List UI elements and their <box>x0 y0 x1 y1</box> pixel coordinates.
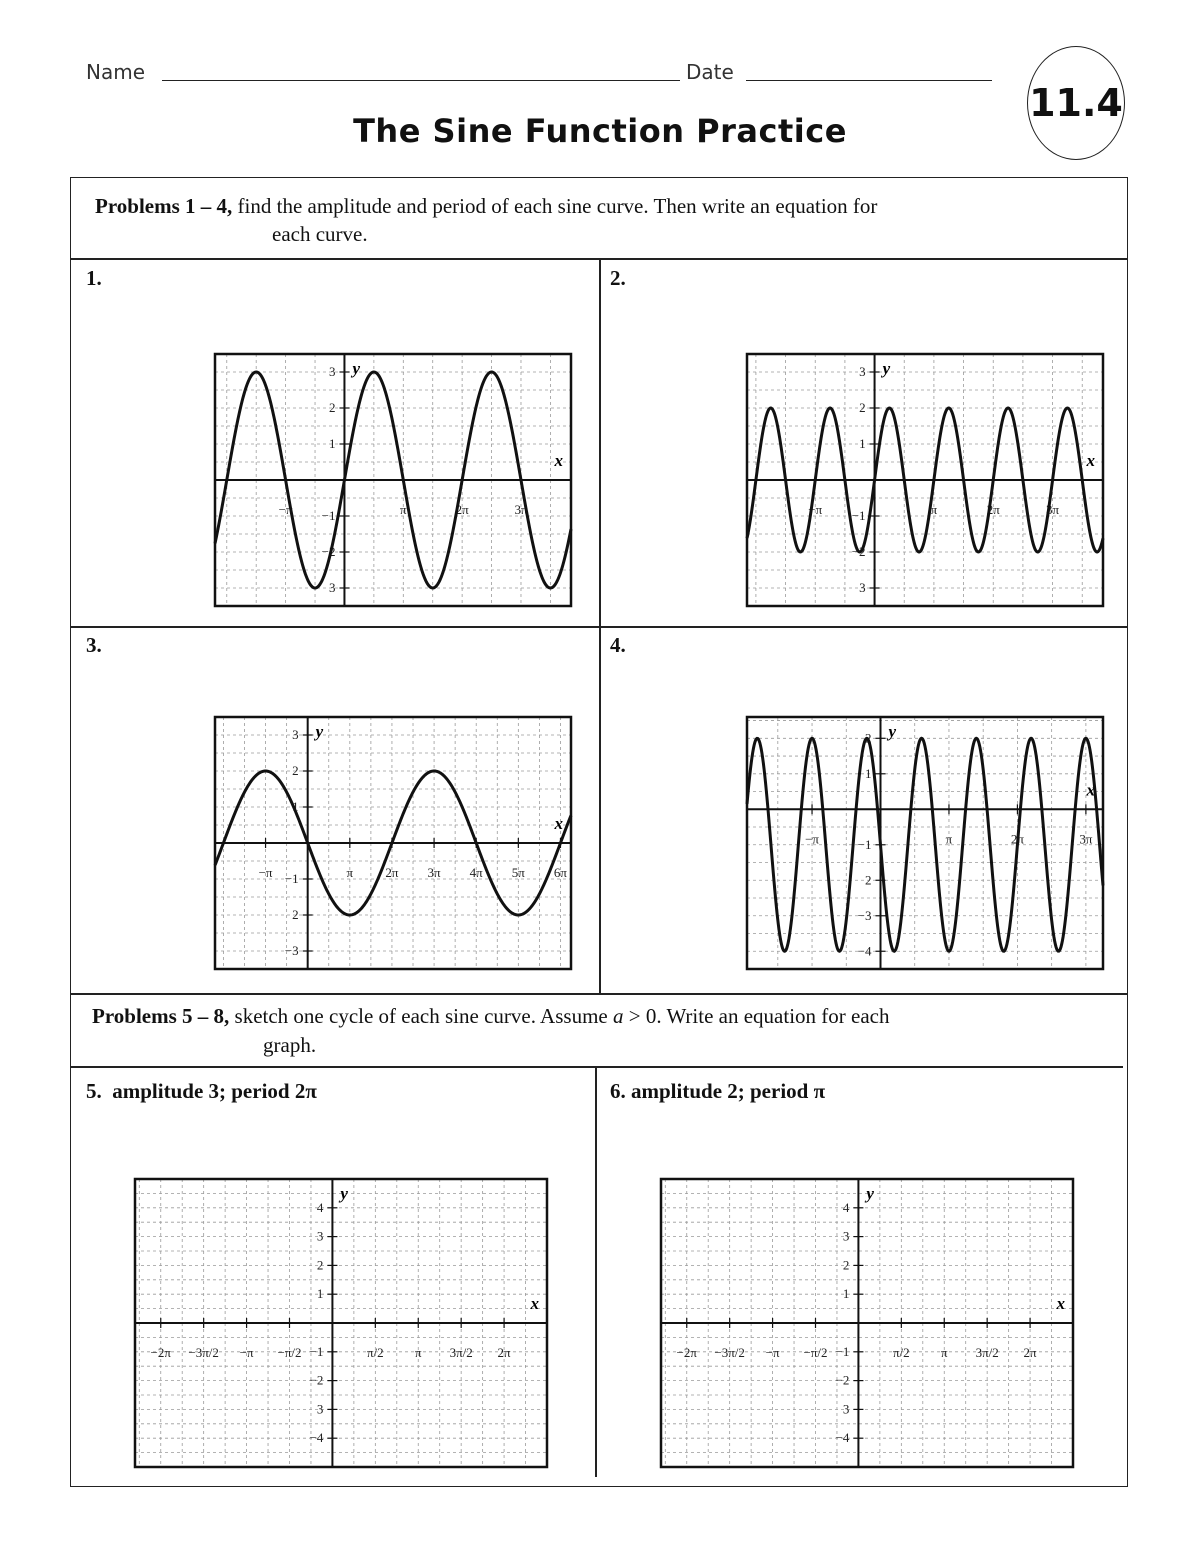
problem-5 <box>86 1079 317 1104</box>
y-tick-label: 2 <box>859 400 866 415</box>
problem-2-number: 2. <box>610 266 626 290</box>
y-tick-label: 3 <box>328 364 336 379</box>
y-tick-label: −3 <box>857 907 872 923</box>
y-tick-label: 1 <box>328 436 336 451</box>
y-tick-label: −2 <box>835 1372 850 1388</box>
x-tick-label: 3π <box>514 502 528 517</box>
y-tick-label: −3 <box>284 943 299 958</box>
y-tick-label: −1 <box>851 508 866 523</box>
y-tick-label: 3 <box>859 580 866 595</box>
x-tick-label: π <box>414 1345 422 1360</box>
problem-6-number: 6. <box>610 1079 626 1103</box>
x-tick-label: π <box>940 1345 948 1360</box>
graph-problem-1 <box>215 354 571 606</box>
x-tick-label: 2π <box>497 1345 511 1360</box>
y-axis-label: y <box>888 722 897 741</box>
x-tick-label: π/2 <box>366 1345 384 1360</box>
y-tick-label: 1 <box>859 436 866 451</box>
graph-problem-4 <box>747 717 1103 969</box>
y-tick-label: 2 <box>842 1257 850 1273</box>
y-tick-label: 2 <box>292 763 299 778</box>
x-tick-label: −π <box>805 831 819 847</box>
x-axis-label: x <box>530 1294 539 1313</box>
y-tick-label: 3 <box>842 1401 850 1417</box>
y-axis-label: y <box>866 1184 874 1203</box>
x-tick-label: 3π/2 <box>975 1345 999 1360</box>
x-axis-label: x <box>554 451 563 470</box>
instructions-text: find the amplitude and period of each sine curve. Then write an equation for <box>237 194 878 218</box>
y-tick-label: −4 <box>309 1430 324 1446</box>
instructions2-lead: Problems 5 – 8, <box>92 1004 230 1028</box>
x-tick-label: 2π <box>1023 1345 1037 1360</box>
x-tick-label: −2π <box>676 1345 697 1360</box>
x-axis-label: x <box>554 814 563 833</box>
x-tick-label: 3π <box>1079 831 1093 847</box>
y-tick-label: 2 <box>292 907 299 922</box>
x-tick-label: −3π/2 <box>188 1345 219 1360</box>
instructions2-text-line2: graph. <box>263 1033 317 1057</box>
x-tick-label: π <box>930 502 938 517</box>
x-tick-label: 6π <box>553 865 568 880</box>
instructions2-text-b: > 0. Write an equation for each <box>628 1004 890 1028</box>
x-tick-label: 5π <box>511 865 525 880</box>
graph-problem-3 <box>215 717 571 969</box>
date-label: Date <box>686 60 734 84</box>
x-axis-label: x <box>1056 1294 1065 1313</box>
y-tick-label: −1 <box>309 1343 324 1359</box>
instructions-problems-1-4 <box>95 192 1105 220</box>
y-tick-label: 3 <box>316 1228 324 1244</box>
section-badge: 11.4 <box>1027 46 1125 160</box>
x-tick-label: −π/2 <box>277 1345 302 1360</box>
y-axis-label: y <box>315 722 324 741</box>
y-tick-label: 2 <box>328 400 336 415</box>
problem-6-text: amplitude 2; period π <box>631 1079 826 1103</box>
problem-5-number: 5. <box>86 1079 102 1103</box>
x-tick-label: −2π <box>150 1345 171 1360</box>
y-tick-label: 1 <box>292 799 299 814</box>
y-tick-label: −1 <box>835 1343 850 1359</box>
y-tick-label: 3 <box>292 727 299 742</box>
x-tick-label: π <box>400 502 407 517</box>
x-tick-label: 2π <box>1010 831 1024 847</box>
y-tick-label: 2 <box>865 730 872 746</box>
y-tick-label: −2 <box>309 1372 324 1388</box>
y-tick-label: −2 <box>851 544 866 559</box>
x-tick-label: −π <box>765 1345 780 1360</box>
y-tick-label: 1 <box>316 1286 324 1302</box>
x-tick-label: −π/2 <box>803 1345 828 1360</box>
y-tick-label: 3 <box>316 1401 324 1417</box>
y-tick-label: 1 <box>865 765 872 781</box>
y-axis-label: y <box>352 359 361 378</box>
x-axis-label: x <box>1086 780 1095 800</box>
y-tick-label: −1 <box>857 836 872 852</box>
problem-3-number: 3. <box>86 633 102 657</box>
x-tick-label: 3π/2 <box>449 1345 473 1360</box>
problem-4-number: 4. <box>610 633 626 657</box>
y-tick-label: −1 <box>321 508 336 523</box>
instructions2-var-a: a <box>612 1004 624 1028</box>
instructions2-text-a: sketch one cycle of each sine curve. Assume <box>234 1004 608 1028</box>
y-tick-label: −4 <box>857 943 872 959</box>
problem-5-text: amplitude 3; period 2π <box>112 1079 317 1103</box>
y-tick-label: 1 <box>842 1286 850 1302</box>
x-tick-label: 2π <box>986 502 1000 517</box>
y-tick-label: 2 <box>316 1257 324 1273</box>
x-tick-label: −π <box>808 502 823 517</box>
instructions-text-line2: each curve. <box>272 222 368 246</box>
y-tick-label: 3 <box>859 364 866 379</box>
problem-1-number: 1. <box>86 266 102 290</box>
graph-problem-5-blank[interactable] <box>135 1179 547 1467</box>
y-tick-label: 4 <box>842 1199 850 1215</box>
x-tick-label: −π <box>278 502 293 517</box>
y-tick-label: −4 <box>835 1430 850 1446</box>
x-tick-label: 2π <box>455 502 469 517</box>
page-title: The Sine Function Practice <box>353 112 847 150</box>
divider-col-bottom <box>595 1067 597 1477</box>
y-tick-label: −1 <box>284 871 299 886</box>
y-tick-label: 3 <box>842 1228 850 1244</box>
y-tick-label: 2 <box>865 872 872 888</box>
x-tick-label: 2π <box>385 865 399 880</box>
y-tick-label: 3 <box>328 580 336 595</box>
instructions-lead: Problems 1 – 4, <box>95 194 233 218</box>
divider-row2 <box>71 993 1127 995</box>
name-label: Name <box>86 60 146 84</box>
x-tick-label: π <box>945 831 953 847</box>
graph-problem-6-blank[interactable] <box>661 1179 1073 1467</box>
instructions-problems-5-8 <box>92 1002 1112 1030</box>
x-tick-label: −π <box>239 1345 254 1360</box>
date-field-line[interactable] <box>746 80 992 81</box>
x-tick-label: −π <box>258 865 273 880</box>
x-tick-label: π <box>346 865 354 880</box>
name-field-line[interactable] <box>162 80 680 81</box>
x-tick-label: 4π <box>469 865 483 880</box>
y-tick-label: 4 <box>316 1199 324 1215</box>
y-axis-label: y <box>882 359 891 378</box>
problem-6 <box>610 1079 825 1104</box>
graph-problem-2 <box>747 354 1103 606</box>
x-tick-label: 3π <box>427 865 441 880</box>
divider-col-top <box>599 259 601 993</box>
x-tick-label: −3π/2 <box>714 1345 745 1360</box>
x-tick-label: π/2 <box>892 1345 910 1360</box>
y-tick-label: −2 <box>321 544 336 559</box>
x-tick-label: 3π <box>1046 502 1060 517</box>
y-axis-label: y <box>340 1184 348 1203</box>
divider-instr2 <box>71 1066 1123 1068</box>
x-axis-label: x <box>1086 451 1095 470</box>
